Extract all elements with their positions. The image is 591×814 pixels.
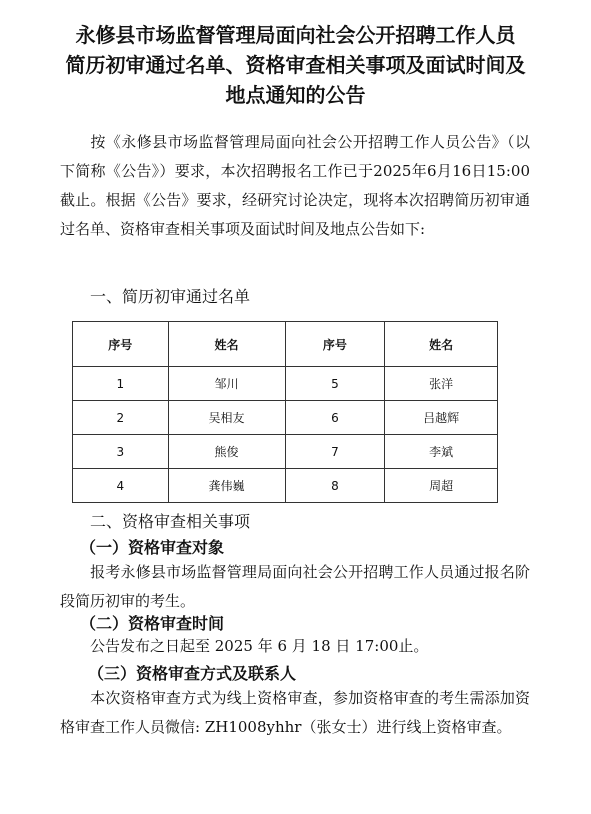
section2-sub3-text: 本次资格审查方式为线上资格审查，参加资格审查的考生需添加资格审查工作人员微信: ZH1008yhhr（张女士）进行线上资格审查。 [60, 689, 530, 736]
table-row [73, 367, 498, 401]
table-row [73, 401, 498, 435]
section2-sub1-heading: （一）资格审查对象 [80, 538, 225, 557]
header-index-2: 序号 [285, 322, 385, 367]
section2-sub2-heading: （二）资格审查时间 [80, 614, 225, 633]
cell-index: 2 [73, 401, 169, 435]
section1-heading: 一、简历初审通过名单 [90, 287, 251, 306]
candidate-table [72, 321, 498, 503]
cell-name: 邹川 [168, 367, 285, 401]
table-row [73, 435, 498, 469]
section2-sub3-heading: （三）资格审查方式及联系人 [88, 664, 297, 683]
cell-name: 吴相友 [168, 401, 285, 435]
cell-index: 6 [285, 401, 385, 435]
cell-name: 龚伟巍 [168, 469, 285, 503]
cell-name: 张洋 [385, 367, 498, 401]
header-index-1: 序号 [73, 322, 169, 367]
section2-sub1-paragraph [60, 558, 530, 616]
cell-index: 1 [73, 367, 169, 401]
title-line-2: 简历初审通过名单、资格审查相关事项及面试时间及 [65, 53, 526, 77]
title-line-1: 永修县市场监督管理局面向社会公开招聘工作人员 [75, 23, 516, 47]
section2-heading: 二、资格审查相关事项 [90, 512, 251, 531]
cell-name: 熊俊 [168, 435, 285, 469]
intro-text: 按《永修县市场监督管理局面向社会公开招聘工作人员公告》（以下简称《公告》）要求，本次招聘报名工作已于2025年6月16日15:00截止。根据《公告》要求，经研究讨论决定，现将本次招聘简历初审通过名单、资格审查相关事项及面试时间及地点公告如下: [60, 133, 530, 238]
section2-sub1-text: 报考永修县市场监督管理局面向社会公开招聘工作人员通过报名阶段简历初审的考生。 [60, 563, 530, 610]
cell-index: 5 [285, 367, 385, 401]
section2-sub2-text: 公告发布之日起至 2025 年 6 月 18 日 17:00止。 [90, 637, 429, 655]
cell-index: 4 [73, 469, 169, 503]
cell-index: 8 [285, 469, 385, 503]
header-name-1: 姓名 [168, 322, 285, 367]
table-header-row [73, 322, 498, 367]
cell-name: 李斌 [385, 435, 498, 469]
intro-paragraph [60, 128, 530, 244]
title-line-3: 地点通知的公告 [225, 83, 366, 107]
table-row [73, 469, 498, 503]
cell-index: 7 [285, 435, 385, 469]
document-title [40, 20, 551, 110]
cell-name: 吕越辉 [385, 401, 498, 435]
section2-sub3-paragraph [60, 684, 530, 742]
header-name-2: 姓名 [385, 322, 498, 367]
cell-index: 3 [73, 435, 169, 469]
cell-name: 周超 [385, 469, 498, 503]
